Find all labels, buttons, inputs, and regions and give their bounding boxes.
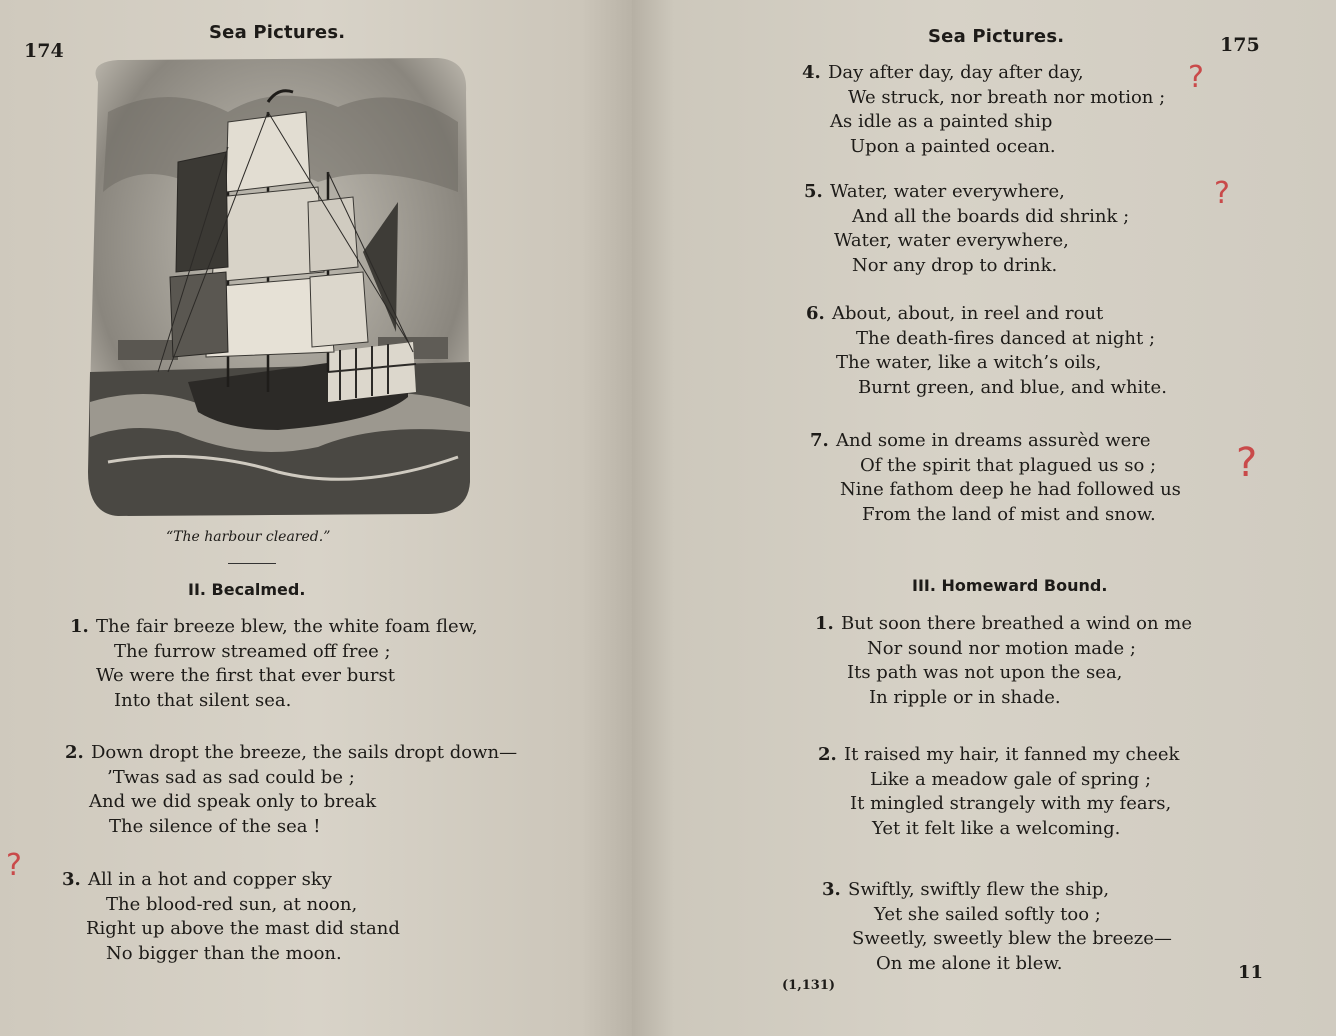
verse-line: Burnt green, and blue, and white. (858, 376, 1167, 398)
verse-line: The fair breeze blew, the white foam flew, (96, 616, 478, 637)
page-number-right: 175 (1220, 34, 1260, 56)
verse-line: Nor sound nor motion made ; (867, 637, 1136, 659)
verse-line: Yet she sailed softly too ; (874, 903, 1101, 925)
verse-line: Its path was not upon the sea, (847, 662, 1123, 683)
illustration-caption: “The harbour cleared.” (166, 529, 331, 545)
stanza-number: 4. (802, 62, 821, 83)
verse-line: Into that silent sea. (114, 689, 292, 711)
verse-line: The water, like a witch’s oils, (836, 352, 1102, 373)
stanza-right-b1 (815, 612, 1192, 710)
verse-line: In ripple or in shade. (869, 686, 1061, 708)
verse-line: About, about, in reel and rout (832, 303, 1104, 324)
verse-line: Down dropt the breeze, the sails dropt down— (91, 742, 518, 763)
section-title-homeward: III. Homeward Bound. (912, 576, 1108, 595)
page-number-left: 174 (24, 40, 64, 62)
stanza-number: 1. (70, 616, 89, 637)
verse-line: It mingled strangely with my fears, (850, 793, 1172, 814)
left-page (0, 0, 632, 1036)
stanza-number: 5. (804, 181, 823, 202)
verse-line: Sweetly, sweetly blew the breeze— (852, 928, 1172, 949)
running-head-left: Sea Pictures. (209, 22, 346, 43)
verse-line: Swiftly, swiftly flew the ship, (848, 879, 1110, 900)
verse-line: Like a meadow gale of spring ; (870, 768, 1152, 790)
verse-line: On me alone it blew. (876, 952, 1063, 974)
verse-line: But soon there breathed a wind on me (841, 613, 1193, 634)
verse-line: Nor any drop to drink. (852, 254, 1058, 276)
verse-line: Right up above the mast did stand (86, 918, 400, 939)
verse-line: It raised my hair, it fanned my cheek (844, 744, 1180, 765)
verse-line: The death-fires danced at night ; (856, 327, 1156, 349)
stanza-number: 1. (815, 613, 834, 634)
verse-line: The furrow streamed off free ; (114, 640, 391, 662)
right-page (632, 0, 1336, 1036)
verse-line: And we did speak only to break (89, 791, 377, 812)
red-question-mark: ? (6, 848, 22, 883)
verse-line: ’Twas sad as sad could be ; (107, 766, 355, 788)
verse-line: As idle as a painted ship (830, 111, 1053, 132)
verse-line: And all the boards did shrink ; (852, 205, 1130, 227)
red-question-mark: ? (1188, 60, 1204, 95)
verse-line: We were the first that ever burst (96, 665, 395, 686)
verse-line: All in a hot and copper sky (88, 869, 332, 890)
stanza-left-1 (70, 615, 478, 713)
verse-line: The blood-red sun, at noon, (106, 893, 358, 915)
stanza-left-3 (62, 868, 400, 966)
verse-line: Of the spirit that plagued us so ; (860, 454, 1157, 476)
stanza-right-b3 (822, 878, 1172, 976)
stanza-number: 6. (806, 303, 825, 324)
verse-line: From the land of mist and snow. (862, 503, 1156, 525)
verse-line: Day after day, day after day, (828, 62, 1084, 83)
verse-line: Nine fathom deep he had followed us (840, 479, 1181, 500)
verse-line: Water, water everywhere, (830, 181, 1065, 202)
verse-line: No bigger than the moon. (106, 942, 342, 964)
red-question-mark: ? (1236, 440, 1258, 486)
stanza-number: 3. (822, 879, 841, 900)
stanza-number: 7. (810, 430, 829, 451)
verse-line: Upon a painted ocean. (850, 135, 1056, 157)
stanza-right-b2 (818, 743, 1179, 841)
verse-line: Water, water everywhere, (834, 230, 1069, 251)
printer-imprint: (1,131) (782, 978, 836, 993)
verse-line: The silence of the sea ! (109, 815, 321, 837)
signature-mark: 11 (1238, 962, 1264, 983)
stanza-right-6 (806, 302, 1167, 400)
verse-line: We struck, nor breath nor motion ; (848, 86, 1166, 108)
caption-rule (228, 563, 276, 564)
verse-line: Yet it felt like a welcoming. (872, 817, 1121, 839)
red-question-mark: ? (1214, 176, 1230, 211)
stanza-right-4 (802, 61, 1165, 159)
running-head-right: Sea Pictures. (928, 26, 1065, 47)
stanza-number: 2. (65, 742, 84, 763)
stanza-left-2 (65, 741, 517, 839)
stanza-number: 3. (62, 869, 81, 890)
verse-line: And some in dreams assurèd were (836, 430, 1151, 451)
stanza-right-7 (810, 429, 1181, 527)
section-title-becalmed: II. Becalmed. (188, 580, 306, 599)
stanza-right-5 (804, 180, 1129, 278)
ship-illustration (78, 52, 473, 520)
stanza-number: 2. (818, 744, 837, 765)
